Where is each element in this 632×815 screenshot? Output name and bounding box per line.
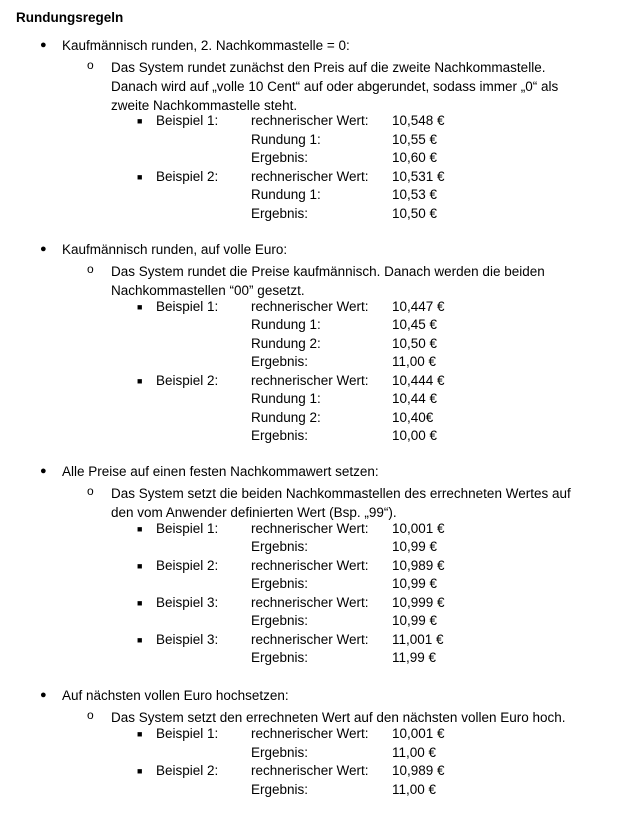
circle-bullet-icon: o	[87, 57, 94, 72]
circle-bullet-icon: o	[87, 261, 94, 276]
section-description	[111, 58, 616, 115]
row-value: 10,45 €	[392, 317, 438, 332]
row-value: 11,00 €	[392, 354, 437, 369]
row-value: 10,001 €	[392, 726, 445, 741]
row-label: Rundung 2:	[251, 409, 321, 425]
row-label: rechnerischer Wert:	[251, 763, 369, 778]
row-label: Ergebnis:	[251, 650, 309, 665]
example-label: Beispiel 2:	[156, 763, 219, 778]
square-bullet-icon: ■	[137, 523, 143, 534]
section-heading: Kaufmännisch runden, auf volle Euro:	[62, 242, 288, 257]
row-label: Ergebnis:	[251, 428, 309, 443]
row-value: 10,53 €	[392, 187, 438, 202]
row-value: 10,50 €	[392, 335, 438, 351]
row-value: 10,50 €	[392, 205, 438, 221]
row-value: 10,00 €	[392, 428, 438, 443]
bullet-icon: ●	[40, 39, 47, 51]
square-bullet-icon: ■	[137, 116, 143, 126]
square-bullet-icon: ■	[137, 171, 143, 182]
description-line: Das System rundet die Preise kaufmännisch. Danach werden die beiden	[111, 263, 545, 279]
example-label: Beispiel 1:	[156, 520, 219, 536]
square-bullet-icon: ■	[137, 766, 143, 776]
row-label: rechnerischer Wert:	[251, 168, 369, 184]
section-description	[111, 708, 616, 727]
description-line: Das System setzt die beiden Nachkommastellen des errechneten Wertes auf	[111, 485, 571, 501]
row-label: Ergebnis:	[251, 613, 309, 628]
row-value: 11,001 €	[392, 631, 444, 647]
description-line: Das System rundet zunächst den Preis auf die zweite Nachkommastelle.	[111, 59, 546, 75]
circle-bullet-icon: o	[87, 707, 94, 722]
row-label: rechnerischer Wert:	[251, 520, 369, 536]
row-label: Ergebnis:	[251, 205, 309, 221]
example-label: Beispiel 1:	[156, 113, 219, 128]
document-title: Rundungsregeln	[16, 10, 124, 25]
row-label: Ergebnis:	[251, 576, 309, 591]
bullet-icon: ●	[40, 465, 47, 477]
row-value: 10,989 €	[392, 557, 445, 573]
example-label: Beispiel 2:	[156, 557, 219, 573]
section-description	[111, 484, 616, 522]
row-value: 10,531 €	[392, 168, 445, 184]
section-heading: Kaufmännisch runden, 2. Nachkommastelle = 0:	[62, 38, 350, 53]
square-bullet-icon: ■	[137, 560, 143, 571]
square-bullet-icon: ■	[137, 597, 143, 608]
row-value: 11,00 €	[392, 744, 437, 760]
row-value: 10,001 €	[392, 520, 445, 536]
row-label: Ergebnis:	[251, 539, 309, 554]
row-value: 10,60 €	[392, 150, 438, 165]
description-line: Das System setzt den errechneten Wert auf den nächsten vollen Euro hoch.	[111, 709, 566, 725]
row-label: rechnerischer Wert:	[251, 298, 369, 314]
example-label: Beispiel 3:	[156, 594, 219, 610]
square-bullet-icon: ■	[137, 634, 143, 645]
row-value: 10,99 €	[392, 576, 438, 591]
row-value: 10,548 €	[392, 113, 445, 128]
bullet-icon: ●	[40, 689, 47, 701]
row-value: 10,447 €	[392, 298, 445, 314]
example-label: Beispiel 1:	[156, 298, 219, 314]
row-label: Ergebnis:	[251, 781, 309, 797]
square-bullet-icon: ■	[137, 729, 143, 739]
description-line: Nachkommastellen “00” gesetzt.	[111, 282, 305, 298]
row-label: Ergebnis:	[251, 150, 309, 165]
section-description	[111, 262, 616, 300]
row-label: rechnerischer Wert:	[251, 631, 369, 647]
description-line: zweite Nachkommastelle steht.	[111, 97, 298, 113]
row-label: Rundung 2:	[251, 335, 321, 351]
example-label: Beispiel 2:	[156, 168, 219, 184]
row-value: 10,999 €	[392, 594, 445, 610]
row-label: Rundung 1:	[251, 187, 321, 202]
row-value: 10,40€	[392, 409, 434, 425]
row-value: 11,00 €	[392, 781, 437, 797]
circle-bullet-icon: o	[87, 483, 94, 498]
row-value: 10,55 €	[392, 131, 438, 147]
example-label: Beispiel 3:	[156, 631, 219, 647]
row-label: Rundung 1:	[251, 317, 321, 332]
example-label: Beispiel 1:	[156, 726, 219, 741]
example-label: Beispiel 2:	[156, 372, 219, 388]
row-label: rechnerischer Wert:	[251, 372, 369, 388]
row-label: rechnerischer Wert:	[251, 594, 369, 610]
row-value: 10,99 €	[392, 539, 438, 554]
row-value: 10,989 €	[392, 763, 445, 778]
row-label: rechnerischer Wert:	[251, 113, 369, 128]
section-heading: Auf nächsten vollen Euro hochsetzen:	[62, 688, 289, 703]
row-value: 10,99 €	[392, 613, 438, 628]
row-label: rechnerischer Wert:	[251, 726, 369, 741]
row-label: Rundung 1:	[251, 391, 321, 406]
row-label: Ergebnis:	[251, 744, 309, 760]
square-bullet-icon: ■	[137, 301, 143, 312]
row-label: Rundung 1:	[251, 131, 321, 147]
row-label: rechnerischer Wert:	[251, 557, 369, 573]
section-heading: Alle Preise auf einen festen Nachkommawert setzen:	[62, 464, 379, 479]
row-value: 10,444 €	[392, 372, 445, 388]
row-label: Ergebnis:	[251, 354, 309, 369]
description-line: Danach wird auf „volle 10 Cent“ auf oder abgerundet, sodass immer „0“ als	[111, 78, 559, 94]
bullet-icon: ●	[40, 243, 47, 255]
row-value: 10,44 €	[392, 391, 438, 406]
square-bullet-icon: ■	[137, 375, 143, 386]
description-line: den vom Anwender definierten Wert (Bsp. „99“).	[111, 504, 397, 520]
row-value: 11,99 €	[392, 650, 437, 665]
